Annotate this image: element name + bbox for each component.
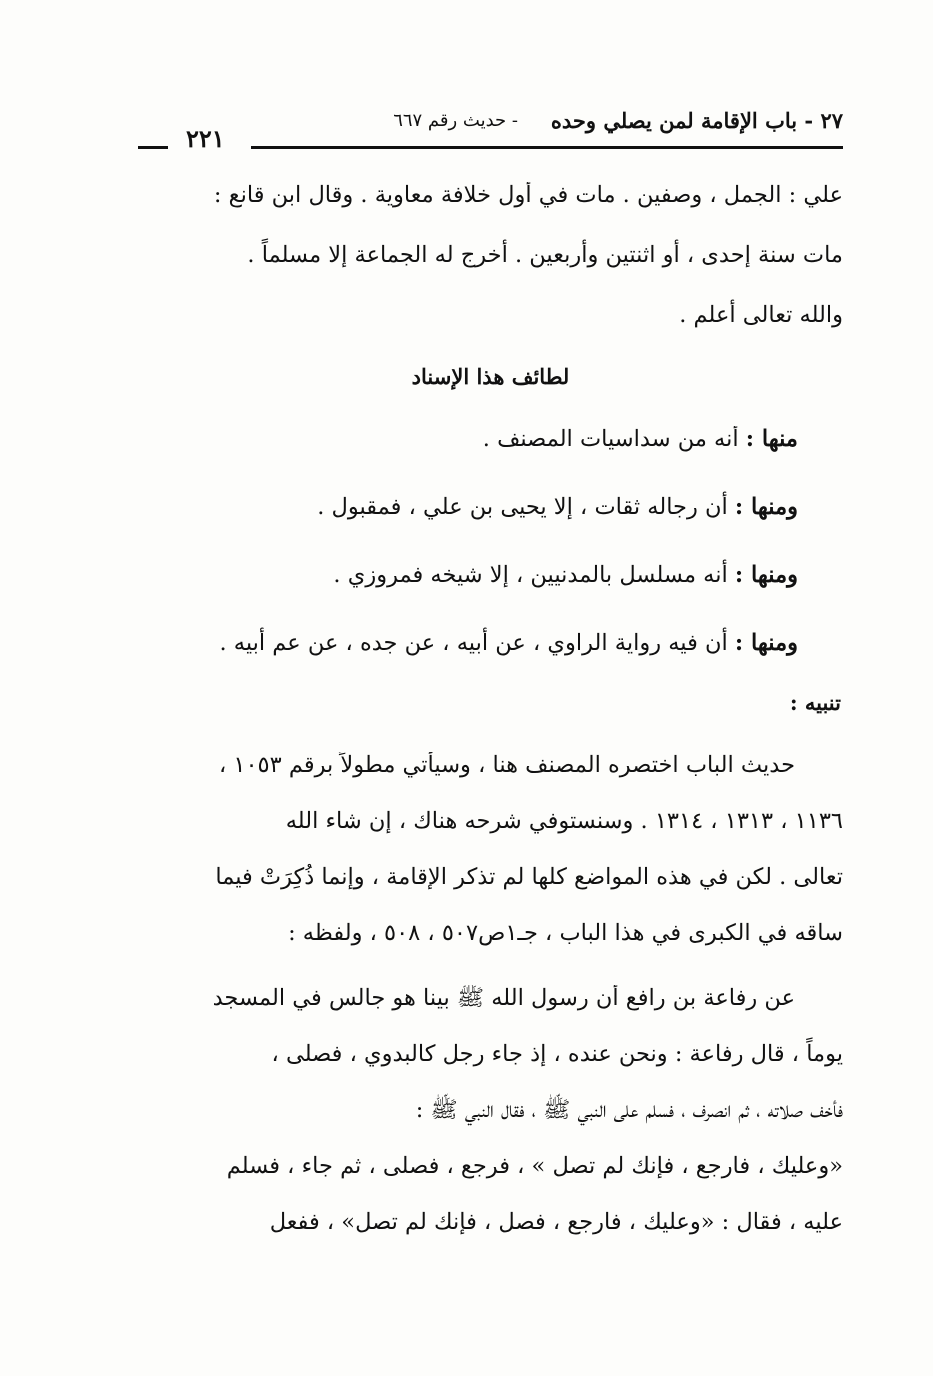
page-header: [138, 100, 843, 160]
text-line: مات سنة إحدى ، أو اثنتين وأربعين . أخرج له الجماعة إلا مسلماً .: [247, 242, 843, 268]
point-item: [483, 426, 798, 452]
text-line: يوماً ، قال رفاعة : ونحن عنده ، إذ جاء رجل كالبدوي ، فصلى ،: [271, 1041, 843, 1067]
page-number: ٢٢١: [186, 124, 225, 153]
hadith-number: - حديث رقم ٦٦٧: [393, 110, 518, 131]
point-item: [333, 562, 798, 588]
text-line: ١١٣٦ ، ١٣١٣ ، ١٣١٤ . وسنستوفي شرحه هناك ، إن شاء الله: [285, 808, 843, 834]
text-line: عليه ، فقال : «وعليك ، فارجع ، فصل ، فإنك لم تصل» ، ففعل: [269, 1209, 843, 1235]
point-label: ومنها :: [734, 562, 798, 588]
isnad-points: [138, 426, 798, 666]
point-label: منها :: [745, 426, 798, 452]
page-number-rule: [138, 146, 168, 149]
point-text: أن رجاله ثقات ، إلا يحيى بن علي ، فمقبول .: [317, 494, 728, 520]
point-item: [317, 494, 798, 520]
header-rule: [251, 146, 843, 149]
note-heading: تنبيه :: [789, 690, 841, 715]
text-line: والله تعالى أعلم .: [679, 302, 843, 328]
point-text: أنه من سداسيات المصنف .: [482, 426, 739, 452]
text-line: ساقه في الكبرى في هذا الباب ، جـ١ص٥٠٧ ، ٥٠٨ ، ولفظه :: [288, 920, 843, 946]
point-label: ومنها :: [734, 630, 798, 656]
text-line: «وعليك ، فارجع ، فإنك لم تصل » ، فرجع ، فصلى ، ثم جاء ، فسلم: [226, 1153, 843, 1179]
point-item: [219, 630, 798, 656]
text-line: عن رفاعة بن رافع أن رسول الله ﷺ بينا هو جالس في المسجد: [212, 985, 795, 1011]
text-line: علي : الجمل ، وصفين . مات في أول خلافة معاوية . وقال ابن قانع :: [213, 182, 843, 208]
point-text: أنه مسلسل بالمدنيين ، إلا شيخه فمروزي .: [333, 562, 728, 588]
text-line: حديث الباب اختصره المصنف هنا ، وسيأتي مطولاً برقم ١٠٥٣ ،: [218, 752, 795, 778]
point-text: أن فيه رواية الراوي ، عن أبيه ، عن جده ، عن عم أبيه .: [219, 630, 728, 656]
point-label: ومنها :: [734, 494, 798, 520]
intro-paragraph: [138, 182, 843, 342]
text-line: تعالى . لكن في هذه المواضع كلها لم تذكر الإقامة ، وإنما ذُكِرَتْ فيما: [215, 864, 843, 890]
quote-paragraph: [138, 985, 843, 1265]
section-heading: لطائف هذا الإسناد: [411, 364, 570, 389]
note-paragraph: [138, 752, 843, 992]
chapter-title: ٢٧ - باب الإقامة لمن يصلي وحده: [550, 108, 843, 133]
text-line: فأخف صلاته ، ثم انصرف ، فسلم على النبي ﷺ ، فقال النبي ﷺ :: [415, 1097, 843, 1123]
